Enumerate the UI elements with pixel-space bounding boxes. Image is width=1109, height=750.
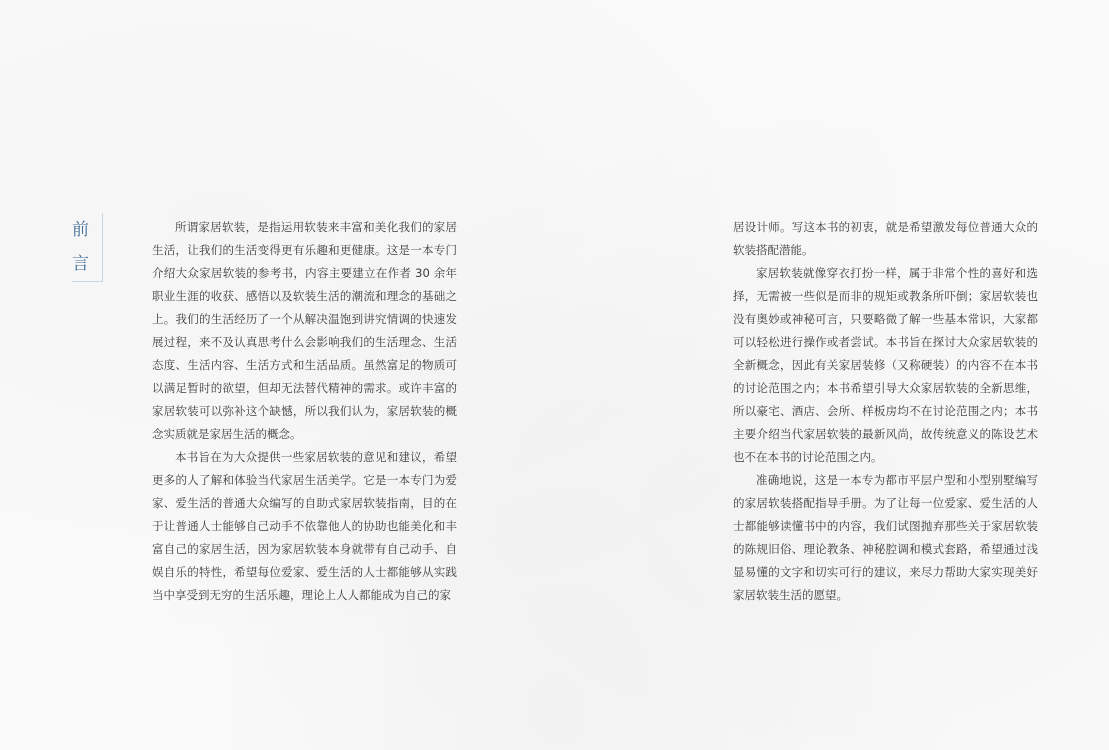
preface-heading — [72, 213, 103, 282]
heading-char-2: 言 — [72, 254, 89, 274]
paragraph: 家居软装就像穿衣打扮一样，属于非常个性的喜好和选择，无需被一些似是而非的规矩或教条所吓倒；家居软装也没有奥妙或神秘可言，只要略微了解一些基本常识，大家都可以轻松进行操作或者尝试。本书旨在探讨大众家居软装的全新概念，因此有关家居装修（又称硬装）的内容不在本书的讨论范围之内；本书希望引导大众家居软装的全新思维，所以豪宅、酒店、会所、样板房均不在讨论范围之内；本书主要介绍当代家居软装的最新风尚，故传统意义的陈设艺术也不在本书的讨论范围之内。 — [733, 266, 1038, 464]
paragraph: 本书旨在为大众提供一些家居软装的意见和建议，希望更多的人了解和体验当代家居生活美学。它是一本专门为爱家、爱生活的普通大众编写的自助式家居软装指南，目的在于让普通人士能够自己动手不依靠他人的协助也能美化和丰富自己的家居生活，因为家居软装本身就带有自己动手、自娱自乐的特性，希望每位爱家、爱生活的人士都能够从实践当中享受到无穷的生活乐趣，理论上人人都能成为自己的家 — [152, 450, 457, 602]
left-text-column — [152, 216, 457, 607]
paragraph: 所谓家居软装，是指运用软装来丰富和美化我们的家居生活，让我们的生活变得更有乐趣和更健康。这是一本专门介绍大众家居软装的参考书，内容主要建立在作者 30 余年职业生涯的收获、感悟以及软装生活的潮流和理念的基础之上。我们的生活经历了一个从解决温饱到讲究情调的快速发展过程，来不及认真思考什么会影响我们的生活理念、生活态度、生活内容、生活方式和生活品质。虽然富足的物质可以满足暂时的欲望，但却无法替代精神的需求。或许丰富的家居软装可以弥补这个缺憾，所以我们认为，家居软装的概念实质就是家居生活的概念。 — [152, 220, 457, 441]
paragraph-continued: 居设计师。写这本书的初衷，就是希望激发每位普通大众的软装搭配潜能。 — [733, 220, 1038, 257]
heading-char-1: 前 — [72, 220, 89, 240]
paragraph: 准确地说，这是一本专为都市平层户型和小型别墅编写的家居软装搭配指导手册。为了让每一位爱家、爱生活的人士都能够读懂书中的内容，我们试图抛弃那些关于家居软装的陈规旧俗、理论教条、神秘腔调和模式套路，希望通过浅显易懂的文字和切实可行的建议，来尽力帮助大家实现美好家居软装生活的愿望。 — [733, 473, 1038, 602]
right-text-column — [733, 216, 1038, 607]
